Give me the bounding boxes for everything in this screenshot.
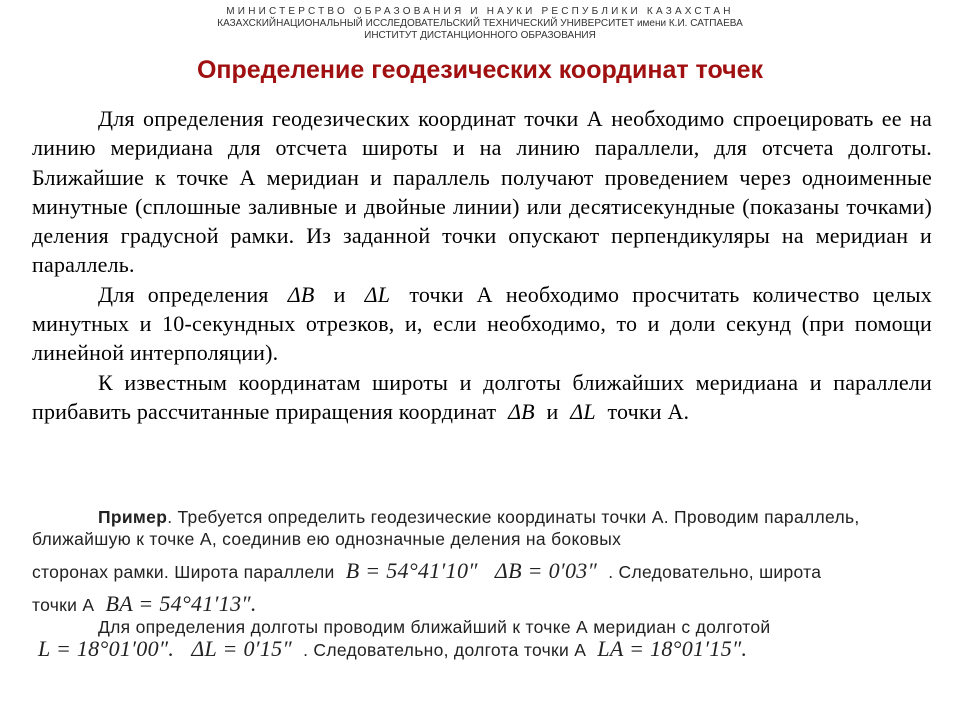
example-line-5 [32,638,948,661]
example-sentence-5: Для определения долготы проводим ближайший к точке А меридиан с долготой [98,617,771,637]
paragraph-2-and: и [333,281,346,307]
example-sentence-3: . Следовательно, широта [608,562,822,582]
delta-l-formula: ΔL = 0′15″ [191,636,292,661]
header-ministry: МИНИСТЕРСТВО ОБРАЗОВАНИЯ И НАУКИ РЕСПУБЛИКИ КАЗАХСТАН [226,6,734,17]
paragraph-3 [32,368,932,427]
latitude-formula: B = 54°41′10″ [345,558,478,583]
header-university: КАЗАХСКИЙНАЦИОНАЛЬНЫЙ ИССЛЕДОВАТЕЛЬСКИЙ ТЕХНИЧЕСКИЙ УНИВЕРСИТЕТ имени К.И. САТПАЕВА [217,18,743,29]
example-line-1 [32,506,948,550]
paragraph-3-start: К известным координатам широты и долготы ближайших меридиана и параллели прибавить рассчитанные приращения координат [32,369,932,424]
example-sentence-4: точки А [32,595,95,615]
delta-b-formula: ΔB = 0′03″ [494,558,598,583]
paragraph-2-start: Для определения [98,281,269,307]
longitude-formula: L = 18°01′00″. [38,636,175,661]
delta-l-symbol-2: ΔL [570,398,596,424]
example-sentence-6: . Следовательно, долгота точки А [303,640,587,660]
example-sentence-1: . Требуется определить геодезические координаты точки А. Проводим параллель, ближайшую к точке А, соединив ею однозначные деления на боковых [32,507,860,549]
delta-l-symbol: ΔL [364,281,391,307]
paragraph-3-end: точки А. [607,398,690,424]
latitude-a-formula: BA = 54°41′13″. [105,591,257,616]
paragraph-1: Для определения геодезических координат точки А необходимо спроецировать ее на линию меридиана для отсчета широты и на линию параллели, для отсчета долготы. Ближайшие к точке А меридиан и параллель получают проведением через одноименные минутные (сплошные заливные и двойные линии) или десятисекундные (показаны точками) деления градусной рамки. Из заданной точки опускают перпендикуляры на меридиан и параллель. [32,106,932,278]
slide-title: Определение геодезических координат точек [196,56,764,84]
example-line-4 [32,616,948,638]
delta-b-symbol: ΔB [287,281,315,307]
example-line-2 [32,550,948,593]
delta-b-symbol-2: ΔB [508,398,535,424]
paragraph-2 [32,280,932,368]
example-sentence-2: сторонах рамки. Широта параллели [32,562,335,582]
paragraph-3-and: и [546,398,559,424]
example-label: Пример [98,507,168,527]
example-text [32,506,948,661]
paragraph-2-end: точки А необходимо просчитать количество целых минутных и 10-секундных отрезков, и, если необходимо, то и доли секунд (при помощи линейной интерполяции). [32,281,932,366]
example-line-3 [32,593,948,616]
header-institute: ИНСТИТУТ ДИСТАНЦИОННОГО ОБРАЗОВАНИЯ [364,30,596,41]
theory-text [32,104,932,426]
longitude-a-formula: LA = 18°01′15″. [597,636,748,661]
